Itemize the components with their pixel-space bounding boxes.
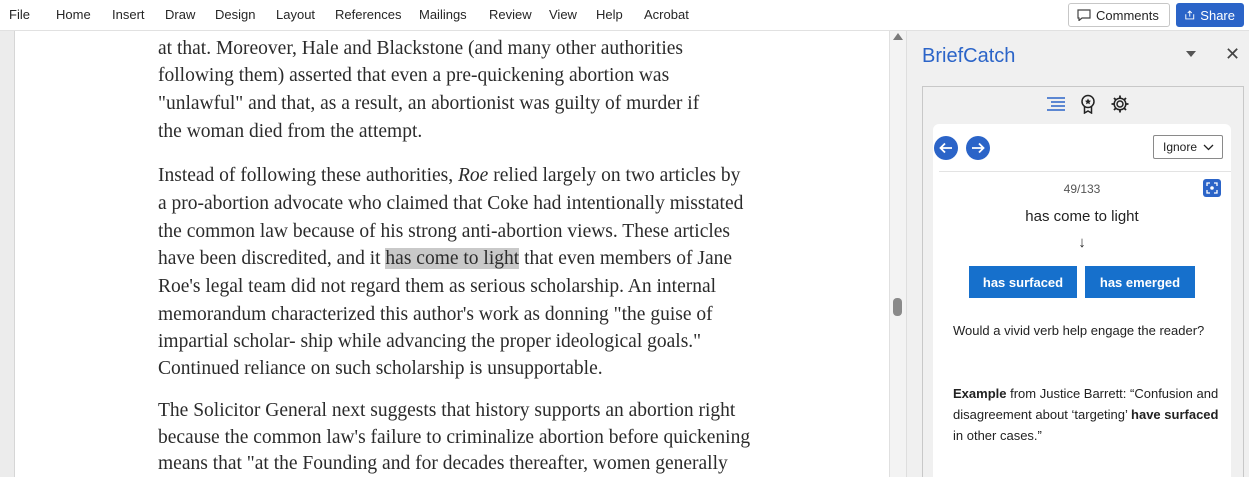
menu-file[interactable]: File	[9, 7, 30, 22]
doc-line: the woman died from the attempt.	[158, 121, 423, 142]
briefcatch-pane	[906, 31, 1249, 477]
menu-acrobat[interactable]: Acrobat	[644, 7, 689, 22]
scroll-up-icon[interactable]	[893, 33, 903, 40]
doc-line: the common law because of his strong anti-abortion views. These articles	[158, 221, 731, 242]
chevron-down-icon[interactable]	[1186, 51, 1196, 57]
comments-button[interactable]	[1068, 3, 1170, 27]
ribbon-menubar	[0, 0, 1249, 31]
arrow-right-icon[interactable]	[966, 136, 990, 160]
menu-draw[interactable]: Draw	[165, 7, 196, 22]
doc-line: memorandum characterized this author's work as donning "the guise of	[158, 304, 713, 325]
doc-line: The Solicitor General next suggests that history supports an abortion right	[158, 400, 736, 421]
doc-line: "unlawful" and that, as a result, an abortionist was guilty of murder if	[158, 93, 700, 114]
menu-help[interactable]: Help	[596, 7, 623, 22]
highlighted-phrase[interactable]: has come to light	[385, 248, 520, 269]
doc-line: have been discredited, and it has come to light that even members of Jane	[158, 248, 732, 269]
doc-line: means that "at the Founding and for decades thereafter, women generally	[158, 453, 728, 474]
menu-mailings[interactable]: Mailings	[419, 7, 467, 22]
briefcatch-frame	[922, 86, 1244, 477]
doc-line: Instead of following these authorities, Roe relied largely on two articles by	[158, 165, 741, 186]
page-margin-left	[0, 31, 15, 477]
doc-line: because the common law's failure to criminalize abortion before quickening	[158, 427, 751, 448]
menu-layout[interactable]: Layout	[276, 7, 316, 22]
suggestion-card	[933, 124, 1231, 478]
suggestion-button-has-surfaced[interactable]: has surfaced	[969, 266, 1077, 298]
briefcatch-tabs	[923, 87, 1243, 123]
issue-counter: 49/133	[1063, 182, 1101, 196]
menu-view[interactable]: View	[549, 7, 577, 22]
close-icon[interactable]: ✕	[1225, 44, 1241, 64]
flagged-phrase: has come to light	[1025, 208, 1139, 225]
menu-review[interactable]: Review	[489, 7, 532, 22]
doc-line: following them) asserted that even a pre-quickening abortion was	[158, 65, 670, 86]
menu-references[interactable]: References	[335, 7, 402, 22]
suggestion-question: Would a vivid verb help engage the reader?	[953, 323, 1205, 338]
arrow-down-icon: ↓	[1078, 234, 1086, 251]
doc-line: at that. Moreover, Hale and Blackstone (and many other authorities	[158, 38, 684, 59]
vertical-scrollbar[interactable]	[889, 31, 906, 477]
arrow-left-icon[interactable]	[934, 136, 958, 160]
example-text: Example from Justice Barrett: “Confusion and disagreement about ‘targeting’ have surfaced in other cases.”	[953, 386, 1219, 443]
comment-icon	[1077, 9, 1091, 21]
pane-title: BriefCatch	[922, 45, 1016, 67]
ignore-dropdown[interactable]	[1153, 135, 1223, 159]
divider	[939, 171, 1231, 172]
ignore-label: Ignore	[1163, 140, 1198, 154]
badge-icon[interactable]	[1077, 93, 1099, 115]
scrollbar-thumb[interactable]	[893, 298, 902, 316]
share-icon	[1185, 9, 1195, 21]
doc-line: impartial scholar- ship while advancing the proper ideological goals."	[158, 331, 702, 352]
list-icon[interactable]	[1045, 93, 1067, 115]
menu-design[interactable]: Design	[215, 7, 256, 22]
doc-line: a pro-abortion advocate who claimed that Coke had intentionally misstated	[158, 193, 744, 214]
doc-line: Roe's legal team did not regard them as serious scholarship. An internal	[158, 276, 717, 297]
comments-label: Comments	[1096, 7, 1159, 23]
gear-icon[interactable]	[1109, 93, 1131, 115]
doc-line: Continued reliance on such scholarship is unsupportable.	[158, 358, 603, 379]
menu-home[interactable]: Home	[56, 7, 91, 22]
chevron-down-icon	[1203, 144, 1214, 151]
focus-icon[interactable]	[1203, 179, 1221, 197]
menu-insert[interactable]: Insert	[112, 7, 145, 22]
share-label: Share	[1200, 7, 1235, 23]
share-button[interactable]	[1176, 3, 1244, 27]
suggestion-button-has-emerged[interactable]: has emerged	[1085, 266, 1195, 298]
